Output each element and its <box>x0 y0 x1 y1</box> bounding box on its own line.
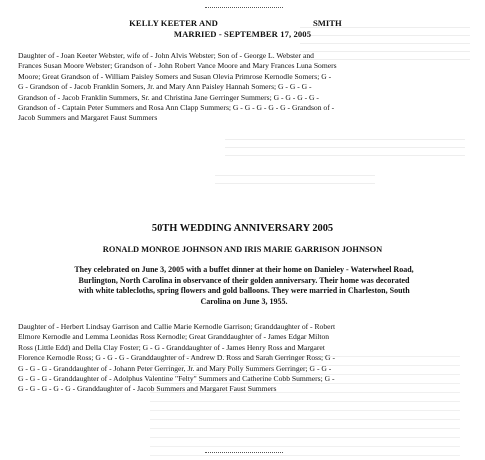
top-divider <box>205 7 283 8</box>
notice1-married: MARRIED - SEPTEMBER 17, 2005 <box>173 29 312 39</box>
notice1-genealogy <box>18 51 470 124</box>
notice1-line: G - Grandson of - Jacob Franklin Somers, Jr. and Mary Ann Paisley Hannah Somers; G - G - G - <box>18 82 312 92</box>
notice1-line: Grandson of - Captain Peter Summers and Rosa Ann Clapp Summers; G - G - G - G - G - Grandson of - <box>18 103 335 113</box>
notice2-genealogy <box>18 322 470 395</box>
notice2-line: G - G - G - Granddaughter of - Johann Peter Gerringer, Jr. and Mary Polly Summers Gerringer; G - G - <box>18 363 332 373</box>
notice1-heading-left: KELLY KEETER AND <box>129 18 218 28</box>
celebration-line: Carolina on June 3, 1955. <box>200 296 288 306</box>
notice2-line: G - G - G - G - G - Granddaughter of - Jacob Summers and Margaret Faust Summers <box>18 384 277 394</box>
notice2-line: Elmore Kernodle and Lemma Leonidas Ross Kernodle; Great Granddaughter of - James Edgar Milton <box>18 332 330 342</box>
notice2-heading: 50TH WEDDING ANNIVERSARY 2005 <box>151 223 334 234</box>
notice2-line: Daughter of - Herbert Lindsay Garrison and Callie Marie Kernodle Garrison; Granddaughter of - Robert <box>18 322 336 331</box>
notice1-line: Moore; Great Grandson of - William Paisley Somers and Susan Olevia Primrose Kernodle Somers; G - <box>18 71 332 81</box>
celebration-line: with white tablecloths, spring flowers and gold balloons. They were married in Charleston, South <box>78 286 410 296</box>
notice1-line: Grandson of - Jacob Franklin Summers, Sr. and Christina Jane Gerringer Summers; G - G - G - G - <box>18 92 319 102</box>
notice2-line: G - G - G - Granddaughter of - Adolphus Valentine "Felty" Summers and Catherine Cobb Summers; G - <box>18 374 335 384</box>
celebration-line: Burlington, North Carolina in observance of their golden anniversary. Their home was decorated <box>78 275 410 285</box>
notice1-heading <box>0 18 445 28</box>
bottom-divider <box>205 452 283 453</box>
notice1-line: Frances Susan Moore Webster; Grandson of - John Robert Vance Moore and Mary Frances Luna Somers <box>18 61 337 71</box>
notice1-line: Daughter of - Joan Keeter Webster, wife of - John Alvis Webster; Son of - George L. Webster and <box>18 51 314 60</box>
notice2-line: Ross (Little Edd) and Della Clay Foster; G - G - Granddaughter of - James Henry Ross and Margaret <box>18 342 325 352</box>
notice2-line: Florence Kernodle Ross; G - G - G - Granddaughter of - Andrew D. Ross and Sarah Gerringer Ross; G - <box>18 353 335 363</box>
notice1-line: Jacob Summers and Margaret Faust Summers <box>18 113 158 123</box>
notice2-couple: RONALD MONROE JOHNSON AND IRIS MARIE GARRISON JOHNSON <box>102 245 383 254</box>
notice1-heading-right: SMITH <box>313 18 342 28</box>
notice2-celebration <box>16 265 472 307</box>
celebration-line: They celebrated on June 3, 2005 with a buffet dinner at their home on Danieley - Waterwheel Road, <box>74 265 414 274</box>
